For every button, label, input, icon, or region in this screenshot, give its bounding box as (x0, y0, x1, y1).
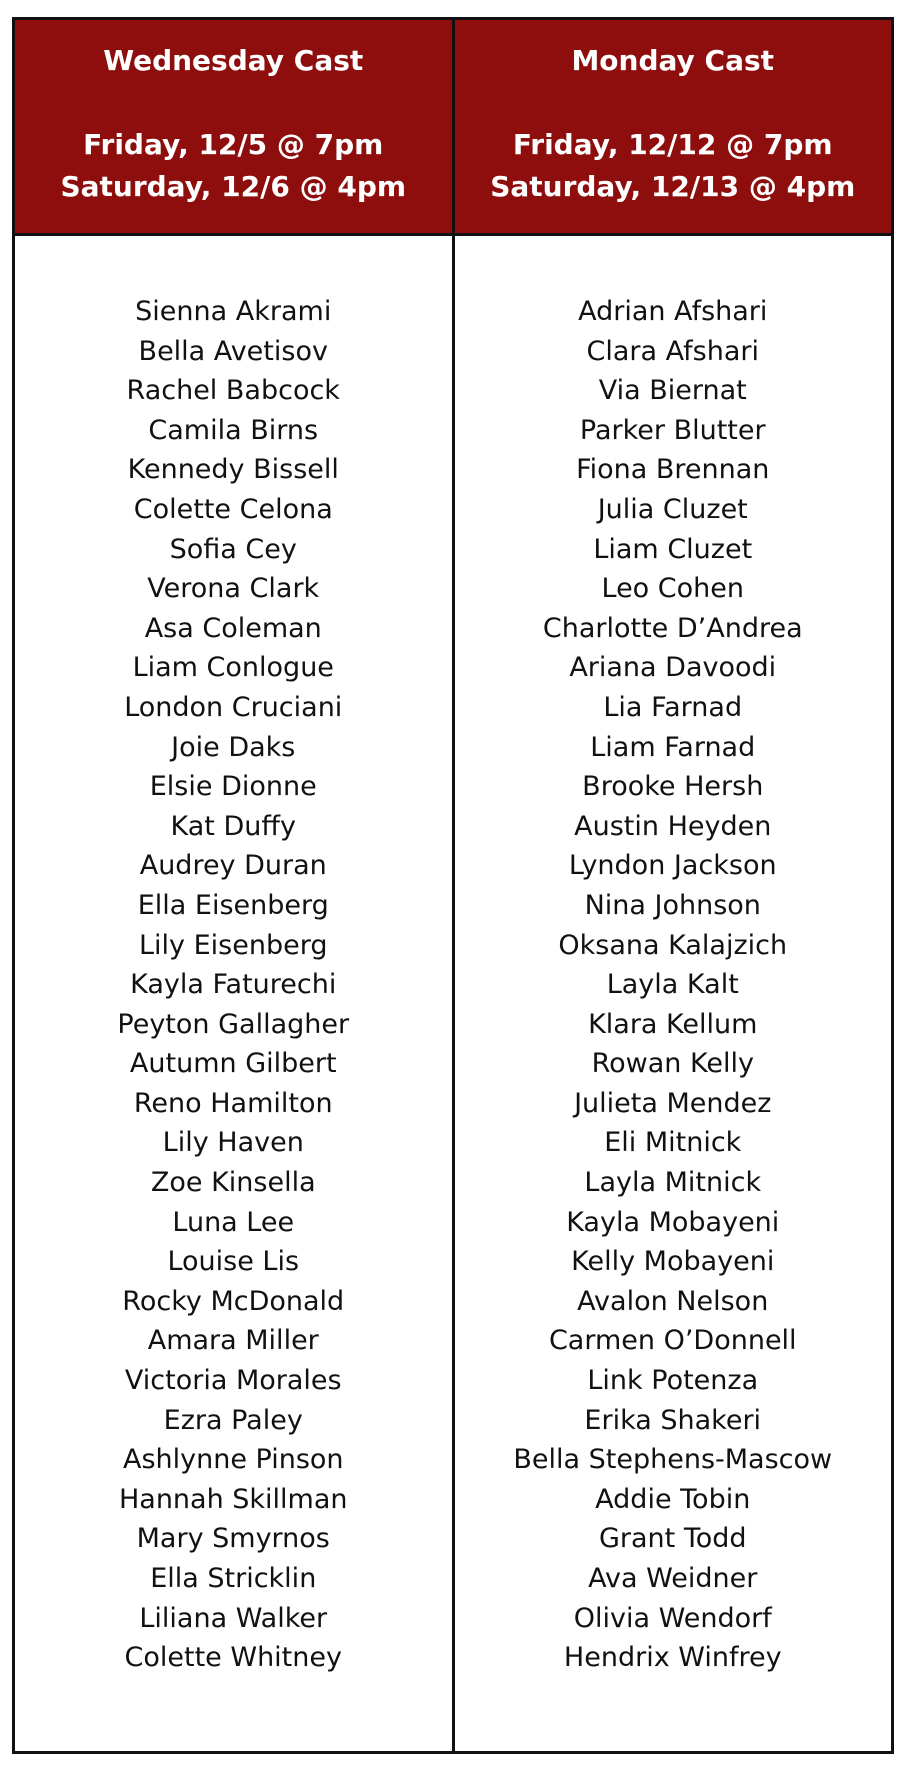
cast-member-name: Verona Clark (147, 573, 320, 605)
cast-member-name: Kayla Faturechi (130, 969, 337, 1001)
cast-member-name: Colette Celona (133, 493, 333, 525)
cast-member-name: Liam Cluzet (593, 533, 753, 565)
cast-member-name: Charlotte D’Andrea (542, 612, 803, 644)
cast-member-name: Rowan Kelly (591, 1048, 754, 1080)
wednesday-cast-list (15, 236, 452, 1678)
cast-member-name: Lia Farnad (603, 691, 743, 723)
cast-member-name: Julia Cluzet (597, 493, 748, 525)
cast-member-name: Liliana Walker (139, 1602, 328, 1634)
cast-member-name: Camila Birns (148, 414, 319, 446)
cast-member-name: Grant Todd (598, 1523, 747, 1555)
wednesday-show-date-2: Saturday, 12/6 @ 4pm (60, 170, 407, 203)
cast-member-name: Layla Mitnick (584, 1167, 762, 1199)
cast-table (12, 17, 894, 1754)
cast-member-name: Ella Stricklin (150, 1563, 317, 1594)
cast-member-name: Ella Eisenberg (137, 889, 329, 921)
cast-member-name: Victoria Morales (124, 1365, 342, 1397)
monday-cast-list (455, 236, 892, 1678)
cast-member-name: Nina Johnson (584, 889, 761, 921)
cast-member-name: Elsie Dionne (149, 771, 317, 803)
cast-member-name: Zoe Kinsella (150, 1167, 316, 1199)
cast-member-name: Bella Avetisov (138, 335, 328, 367)
wednesday-show-date-1: Friday, 12/5 @ 7pm (83, 128, 384, 161)
cast-member-name: Ava Weidner (588, 1563, 758, 1594)
cast-member-name: Brooke Hersh (582, 771, 764, 803)
monday-show-date-1: Friday, 12/12 @ 7pm (512, 128, 833, 161)
cast-member-name: Addie Tobin (595, 1483, 751, 1515)
wednesday-cast-header (15, 20, 452, 236)
monday-cast-header (455, 20, 892, 236)
cast-member-name: Fiona Brennan (576, 454, 770, 486)
cast-member-name: Mary Smyrnos (136, 1523, 330, 1555)
wednesday-cast-column (15, 20, 452, 1751)
cast-member-name: Liam Farnad (590, 731, 756, 763)
cast-member-name: Austin Heyden (574, 810, 772, 842)
cast-member-name: Eli Mitnick (604, 1127, 742, 1159)
cast-member-name: Colette Whitney (124, 1642, 342, 1674)
cast-member-name: Audrey Duran (139, 850, 327, 882)
cast-member-name: Amara Miller (147, 1325, 319, 1357)
cast-member-name: London Cruciani (124, 691, 343, 723)
cast-member-name: Kayla Mobayeni (566, 1206, 780, 1238)
cast-member-name: Sienna Akrami (135, 296, 332, 327)
cast-member-name: Hannah Skillman (118, 1483, 348, 1515)
cast-member-name: Klara Kellum (588, 1008, 758, 1040)
cast-member-name: Parker Blutter (579, 414, 766, 446)
cast-member-name: Rachel Babcock (126, 375, 340, 407)
cast-member-name: Leo Cohen (601, 573, 744, 605)
cast-member-name: Peyton Gallagher (117, 1008, 350, 1040)
cast-member-name: Sofia Cey (169, 533, 297, 565)
cast-member-name: Reno Hamilton (133, 1087, 333, 1119)
cast-member-name: Rocky McDonald (122, 1285, 345, 1317)
cast-member-name: Ezra Paley (163, 1404, 303, 1436)
cast-member-name: Hendrix Winfrey (563, 1642, 782, 1674)
cast-member-name: Kennedy Bissell (127, 454, 339, 486)
cast-member-name: Asa Coleman (144, 612, 322, 644)
cast-member-name: Link Potenza (587, 1365, 759, 1397)
cast-member-name: Lily Eisenberg (139, 929, 328, 961)
cast-member-name: Kat Duffy (170, 810, 296, 842)
cast-member-name: Avalon Nelson (577, 1285, 769, 1317)
cast-member-name: Julieta Mendez (574, 1087, 772, 1119)
cast-member-name: Louise Lis (167, 1246, 300, 1278)
cast-member-name: Lily Haven (162, 1127, 304, 1159)
cast-member-name: Kelly Mobayeni (571, 1246, 775, 1278)
cast-member-name: Olivia Wendorf (573, 1602, 772, 1634)
cast-member-name: Lyndon Jackson (568, 850, 777, 882)
cast-member-name: Joie Daks (171, 731, 296, 763)
monday-cast-column (452, 20, 892, 1751)
cast-member-name: Bella Stephens-Mascow (513, 1444, 833, 1476)
cast-member-name: Adrian Afshari (578, 296, 768, 327)
cast-member-name: Layla Kalt (606, 969, 739, 1001)
cast-member-name: Luna Lee (172, 1206, 295, 1238)
cast-member-name: Ariana Davoodi (569, 652, 777, 684)
cast-member-name: Erika Shakeri (584, 1404, 762, 1436)
wednesday-cast-title: Wednesday Cast (103, 44, 364, 77)
cast-member-name: Carmen O’Donnell (548, 1325, 797, 1357)
cast-member-name: Autumn Gilbert (129, 1048, 337, 1080)
cast-member-name: Clara Afshari (586, 335, 759, 367)
cast-member-name: Ashlynne Pinson (122, 1444, 344, 1476)
monday-show-date-2: Saturday, 12/13 @ 4pm (490, 170, 856, 203)
cast-member-name: Oksana Kalajzich (558, 929, 788, 961)
monday-cast-title: Monday Cast (571, 44, 775, 77)
cast-member-name: Via Biernat (598, 375, 747, 407)
cast-member-name: Liam Conlogue (132, 652, 334, 684)
